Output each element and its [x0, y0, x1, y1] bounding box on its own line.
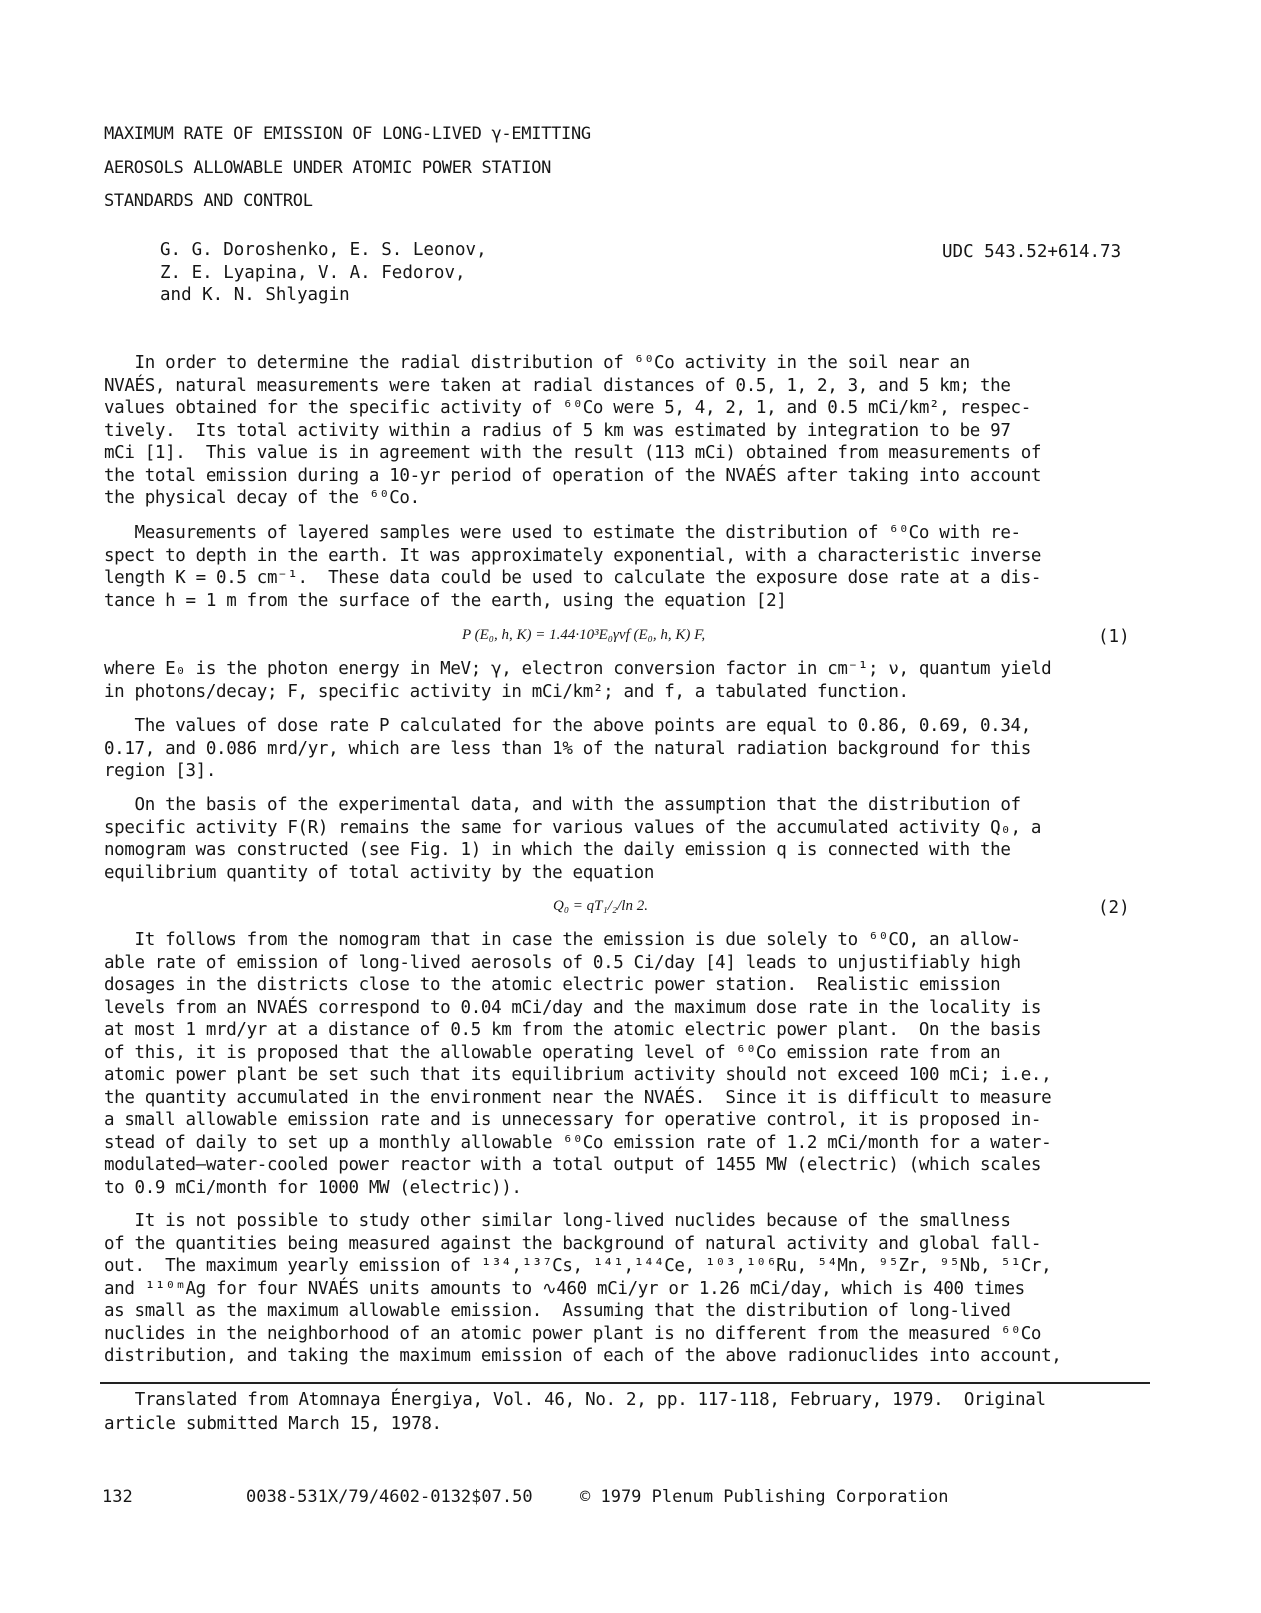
text-line: a small allowable emission rate and is unnecessary for operative control, it is proposed in- [104, 1110, 1042, 1130]
udc-code: UDC 543.52+614.73 [942, 242, 1122, 262]
text-line: of this, it is proposed that the allowable operating level of ⁶⁰Co emission rate from an [104, 1042, 1001, 1063]
text-line: spect to depth in the earth. It was approximately exponential, with a characteristic inverse [104, 545, 1042, 566]
copyright-notice: © 1979 Plenum Publishing Corporation [580, 1487, 949, 1507]
text-line: In order to determine the radial distribution of ⁶⁰Co activity in the soil near an [104, 353, 970, 373]
paragraph-3 [104, 658, 1144, 703]
text-line: It is not possible to study other similar long-lived nuclides because of the smallness [104, 1211, 1011, 1231]
text-line: the physical decay of the ⁶⁰Co. [104, 488, 420, 508]
publication-code: 0038-531X/79/4602-0132$07.50 [246, 1487, 533, 1507]
title-line-3: STANDARDS AND CONTROL [104, 191, 313, 211]
text-line: atomic power plant be set such that its equilibrium activity should not exceed 100 mCi; i.e., [104, 1065, 1052, 1085]
paragraph-2 [104, 522, 1144, 612]
text-line: nomogram was constructed (see Fig. 1) in which the daily emission q is connected with the [104, 840, 1011, 860]
text-line: Measurements of layered samples were used to estimate the distribution of ⁶⁰Co with re- [104, 523, 1021, 543]
text-line: mCi [1]. This value is in agreement with the result (113 mCi) obtained from measurements of [104, 443, 1042, 463]
paragraph-1 [104, 352, 1144, 510]
paragraph-4 [104, 715, 1144, 783]
author-line-3: and K. N. Shlyagin [160, 285, 350, 305]
text-line: tively. Its total activity within a radius of 5 km was estimated by integration to be 97 [104, 420, 1011, 441]
text-line: modulated—water-cooled power reactor with a total output of 1455 MW (electric) (which scales [104, 1155, 1042, 1175]
text-line: nuclides in the neighborhood of an atomic power plant is no different from the measured ⁶⁰Co [104, 1323, 1042, 1344]
text-line: out. The maximum yearly emission of ¹³⁴,¹³⁷Cs, ¹⁴¹,¹⁴⁴Ce, ¹⁰³,¹⁰⁶Ru, ⁵⁴Mn, ⁹⁵Zr, ⁹⁵Nb, ⁵¹Cr, [104, 1256, 1052, 1276]
text-line: region [3]. [104, 761, 217, 781]
author-line-2: Z. E. Lyapina, V. A. Fedorov, [160, 263, 466, 283]
equation-1: P (E₀, h, K) = 1.44·10³E₀γνf (E₀, h, K) F, [462, 627, 706, 643]
text-line: 0.17, and 0.086 mrd/yr, which are less than 1% of the natural radiation background for this [104, 738, 1031, 759]
paragraph-5 [104, 794, 1144, 884]
text-line: distribution, and taking the maximum emission of each of the above radionuclides into account, [104, 1346, 1062, 1366]
translation-footnote [104, 1388, 1154, 1436]
text-line: the total emission during a 10-yr period of operation of the NVAÉS after taking into account [104, 465, 1042, 486]
text-line: of the quantities being measured against the background of natural activity and global fall- [104, 1233, 1042, 1254]
text-line: length K = 0.5 cm⁻¹. These data could be used to calculate the exposure dose rate at a dis- [104, 568, 1042, 588]
text-line: in photons/decay; F, specific activity in mCi/km²; and f, a tabulated function. [104, 681, 909, 702]
paragraph-7 [104, 1210, 1144, 1368]
title-line-1: MAXIMUM RATE OF EMISSION OF LONG-LIVED γ-EMITTING [104, 124, 591, 144]
text-line: stead of daily to set up a monthly allowable ⁶⁰Co emission rate of 1.2 mCi/month for a water- [104, 1132, 1052, 1153]
footnote-line: article submitted March 15, 1978. [104, 1414, 442, 1434]
text-line: values obtained for the specific activity of ⁶⁰Co were 5, 4, 2, 1, and 0.5 mCi/km², respec- [104, 398, 1031, 418]
text-line: where E₀ is the photon energy in MeV; γ, electron conversion factor in cm⁻¹; ν, quantum yield [104, 659, 1052, 679]
text-line: able rate of emission of long-lived aerosols of 0.5 Ci/day [4] leads to unjustifiably high [104, 952, 1021, 973]
text-line: the quantity accumulated in the environment near the NVAÉS. Since it is difficult to measure [104, 1087, 1052, 1108]
footnote-divider [100, 1382, 1150, 1384]
text-line: dosages in the districts close to the atomic electric power station. Realistic emission [104, 975, 1001, 995]
text-line: It follows from the nomogram that in case the emission is due solely to ⁶⁰CO, an allow- [104, 930, 1021, 950]
text-line: levels from an NVAÉS correspond to 0.04 mCi/day and the maximum dose rate in the locality is [104, 997, 1042, 1018]
page-number: 132 [102, 1487, 133, 1507]
text-line: specific activity F(R) remains the same for various values of the accumulated activity Q₀, a [104, 817, 1042, 838]
text-line: and ¹¹⁰ᵐAg for four NVAÉS units amounts to ∿460 mCi/yr or 1.26 mCi/day, which is 400 times [104, 1278, 1025, 1299]
text-line: On the basis of the experimental data, and with the assumption that the distribution of [104, 795, 1021, 815]
author-line-1: G. G. Doroshenko, E. S. Leonov, [160, 240, 487, 260]
text-line: tance h = 1 m from the surface of the earth, using the equation [2] [104, 590, 787, 611]
equation-1-number: (1) [1098, 627, 1130, 647]
paragraph-6 [104, 929, 1144, 1199]
footnote-line: Translated from Atomnaya Énergiya, Vol. 46, No. 2, pp. 117-118, February, 1979. Original [104, 1390, 1046, 1410]
text-line: as small as the maximum allowable emission. Assuming that the distribution of long-lived [104, 1301, 1011, 1321]
text-line: NVAÉS, natural measurements were taken at radial distances of 0.5, 1, 2, 3, and 5 km; the [104, 375, 1011, 396]
text-line: The values of dose rate P calculated for the above points are equal to 0.86, 0.69, 0.34, [104, 716, 1031, 736]
equation-2-number: (2) [1098, 898, 1130, 918]
equation-2: Q₀ = qT₁/₂/ln 2. [553, 898, 648, 914]
text-line: to 0.9 mCi/month for 1000 MW (electric)). [104, 1177, 522, 1198]
text-line: equilibrium quantity of total activity by the equation [104, 862, 655, 883]
text-line: at most 1 mrd/yr at a distance of 0.5 km from the atomic electric power plant. On the basis [104, 1020, 1042, 1040]
title-line-2: AEROSOLS ALLOWABLE UNDER ATOMIC POWER STATION [104, 158, 552, 178]
